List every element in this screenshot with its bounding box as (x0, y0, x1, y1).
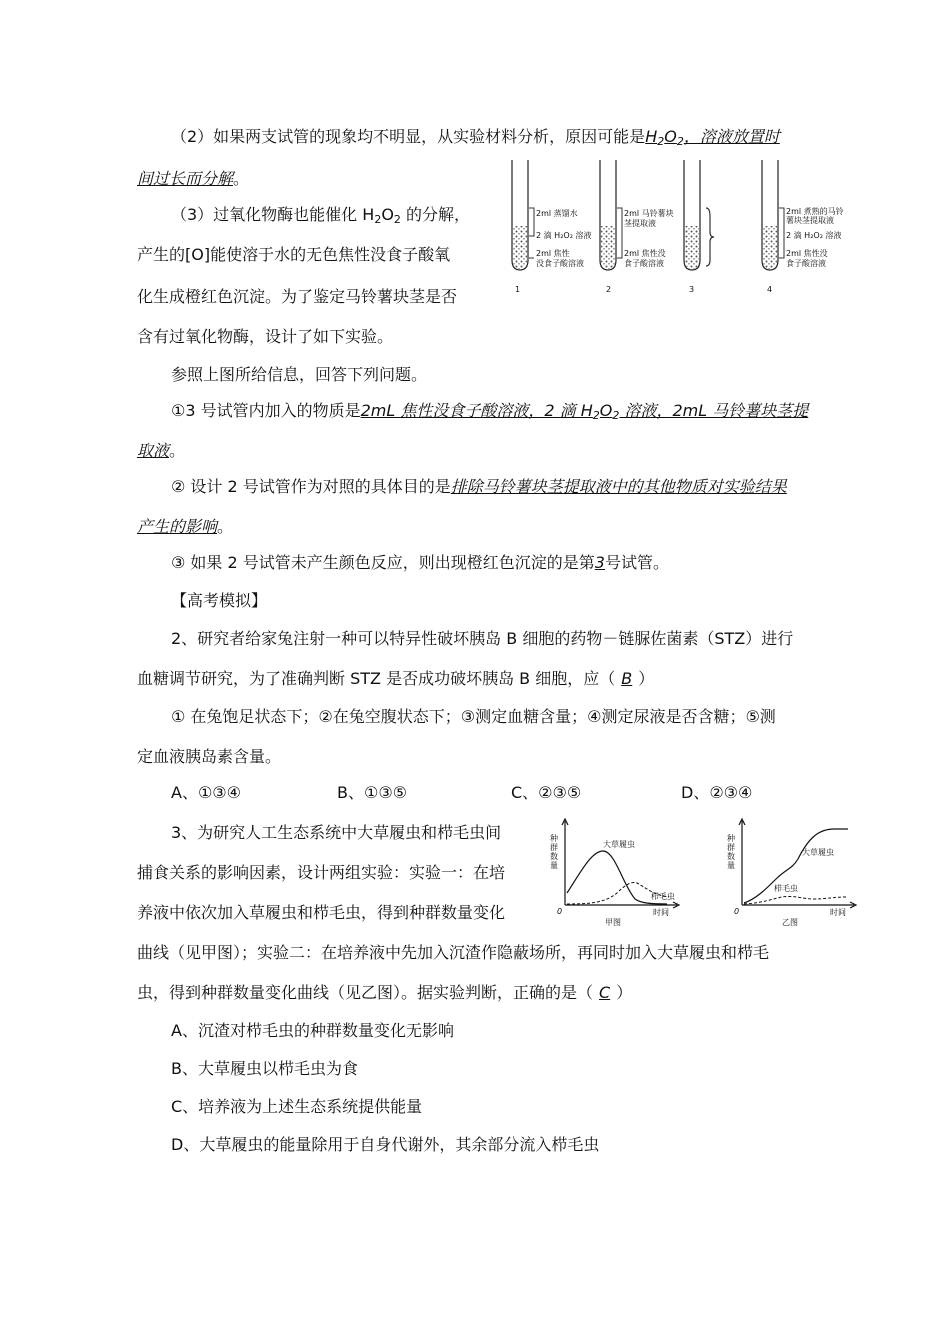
q2-line-1: （2）如果两支试管的现象均不明显，从实验材料分析，原因可能是$H_2O_2$，溶液放置时 (171, 127, 780, 148)
q3-line-4: 含有过氧化物酶，设计了如下实验。 (137, 327, 394, 346)
test-tube-1 (512, 160, 591, 294)
test-tube-4 (762, 160, 844, 294)
graph-yi-big-label: 大草履虫 (802, 848, 834, 857)
graph-yi-small-label: 栉毛虫 (774, 884, 798, 893)
question-3-line-3: 养液中依次加入草履虫和栉毛虫，得到种群数量变化 (137, 903, 506, 922)
graph-yi-title: 乙图 (782, 918, 798, 927)
graph-yi-ylabel-4: 量 (727, 861, 735, 870)
q3-line-2: 产生的[O]能使溶于水的无色焦性没食子酸氧 (137, 245, 451, 264)
graph-jia-title: 甲图 (605, 918, 621, 927)
tube-4-label-boiled-a: 2ml 煮熟的马铃 (786, 207, 844, 216)
question-2-option-a: A、①③④ (171, 783, 241, 802)
question-2-line-1: 2、研究者给家兔注射一种可以特异性破坏胰岛 B 细胞的药物－链脲佐菌素（STZ）进行 (171, 629, 794, 648)
tube-2-label-pyrogallol-b: 食子酸溶液 (624, 259, 664, 268)
question-3-line-1: 3、为研究人工生态系统中大草履虫和栉毛虫间 (171, 823, 502, 842)
q3-line-5: 参照上图所给信息，回答下列问题。 (171, 365, 428, 384)
tube-4-label-boiled-b: 薯块茎提取液 (786, 216, 834, 225)
tube-2-label-pyrogallol-a: 2ml 焦性没 (624, 249, 666, 258)
graph-jia-ylabel-1: 种 (550, 834, 558, 843)
tube-1-label-h2o2: 2 滴 H₂O₂ 溶液 (536, 231, 592, 240)
question-2-line-4: 定血液胰岛素含量。 (137, 747, 282, 766)
question-3-line-4: 曲线（见甲图）；实验二：在培养液中先加入沉渣作隐蔽场所，再同时加入大草履虫和栉毛 (137, 943, 770, 962)
q3-line-1: （3）过氧化物酶也能催化 $H_2O_2$ 的分解， (171, 205, 470, 226)
q2-answer-formula: $H_2O_2$，溶液放置时 (645, 127, 780, 148)
question-3-option-a: A、沉渣对栉毛虫的种群数量变化无影响 (171, 1021, 454, 1040)
question-2-option-b: B、①③⑤ (337, 783, 408, 802)
tube-4-label-pyrogallol-a: 2ml 焦性没 (786, 249, 828, 258)
section-heading: 【高考模拟】 (171, 591, 268, 610)
graph-yi-ylabel-1: 种 (727, 834, 735, 843)
graph-jia-origin: 0 (557, 907, 563, 916)
graph-jia-ylabel-2: 群 (550, 843, 558, 852)
test-tube-3 (684, 160, 714, 294)
graph-yi-xlabel: 时间 (830, 908, 846, 917)
tube-1-label-water: 2ml 蒸馏水 (536, 209, 578, 218)
graph-yi-ylabel-2: 群 (727, 843, 735, 852)
question-3-line-5: 虫，得到种群数量变化曲线（见乙图）。据实验判断，正确的是（ C ） (137, 983, 633, 1002)
tube-1-label-pyrogallol-b: 没食子酸溶液 (536, 259, 584, 268)
test-tube-2 (600, 160, 674, 294)
q3-answer-1-line-1: ①3 号试管内加入的物质是2mL 焦性没食子酸溶液，2 滴 $H_2O_2$ 溶液，2mL 马铃薯块茎提 (171, 401, 809, 422)
graph-jia-ylabel-3: 数 (550, 852, 558, 861)
tube-4-label-pyrogallol-b: 食子酸溶液 (786, 259, 826, 268)
question-2-line-3: ① 在兔饱足状态下；②在兔空腹状态下；③测定血糖含量；④测定尿液是否含糖；⑤测 (171, 707, 776, 726)
graph-jia-small-label: 栉毛虫 (651, 892, 675, 901)
population-graph-yi (722, 815, 872, 930)
question-2-option-c: C、②③⑤ (511, 783, 582, 802)
q3-answer-2-line-2: 产生的影响。 (137, 517, 234, 536)
graph-jia-ylabel-4: 量 (550, 861, 558, 870)
tube-2-label-extract-a: 2ml 马铃薯块 (624, 209, 674, 218)
graph-jia-big-label: 大草履虫 (603, 840, 635, 849)
question-2-line-2: 血糖调节研究，为了准确判断 STZ 是否成功破坏胰岛 B 细胞，应（ B ） (137, 669, 655, 688)
question-2-option-d: D、②③④ (681, 783, 753, 802)
tube-4-label-h2o2: 2 滴 H₂O₂ 溶液 (786, 231, 842, 240)
q3-line-3: 化生成橙红色沉淀。为了鉴定马铃薯块茎是否 (137, 287, 458, 306)
tube-3-number: 3 (689, 285, 695, 294)
tube-1-number: 1 (515, 285, 521, 294)
tube-2-number: 2 (606, 285, 612, 294)
graph-yi-small-curve (744, 896, 846, 904)
tube-1-label-pyrogallol-a: 2ml 焦性 (536, 249, 570, 258)
graph-yi-ylabel-3: 数 (727, 852, 735, 861)
test-tubes-figure (500, 150, 870, 302)
q3-answer-3: ③ 如果 2 号试管未产生颜色反应，则出现橙红色沉淀的是第3号试管。 (171, 553, 669, 572)
q3-answer-1-line-2: 取液。 (137, 441, 186, 460)
graph-jia-xlabel: 时间 (653, 908, 669, 917)
tube-2-label-extract-b: 茎提取液 (624, 219, 656, 228)
question-3-option-d: D、大草履虫的能量除用于自身代谢外，其余部分流入栉毛虫 (171, 1135, 600, 1154)
q3-answer-2-line-1: ② 设计 2 号试管作为对照的具体目的是排除马铃薯块茎提取液中的其他物质对实验结果 (171, 477, 787, 496)
question-3-line-2: 捕食关系的影响因素，设计两组实验：实验一：在培 (137, 863, 506, 882)
graph-yi-origin: 0 (734, 907, 740, 916)
tube-4-number: 4 (767, 285, 773, 294)
question-3-option-b: B、大草履虫以栉毛虫为食 (171, 1059, 358, 1078)
q2-line-2: 间过长而分解。 (137, 169, 250, 188)
question-3-option-c: C、培养液为上述生态系统提供能量 (171, 1097, 423, 1116)
population-graph-jia (545, 815, 695, 930)
